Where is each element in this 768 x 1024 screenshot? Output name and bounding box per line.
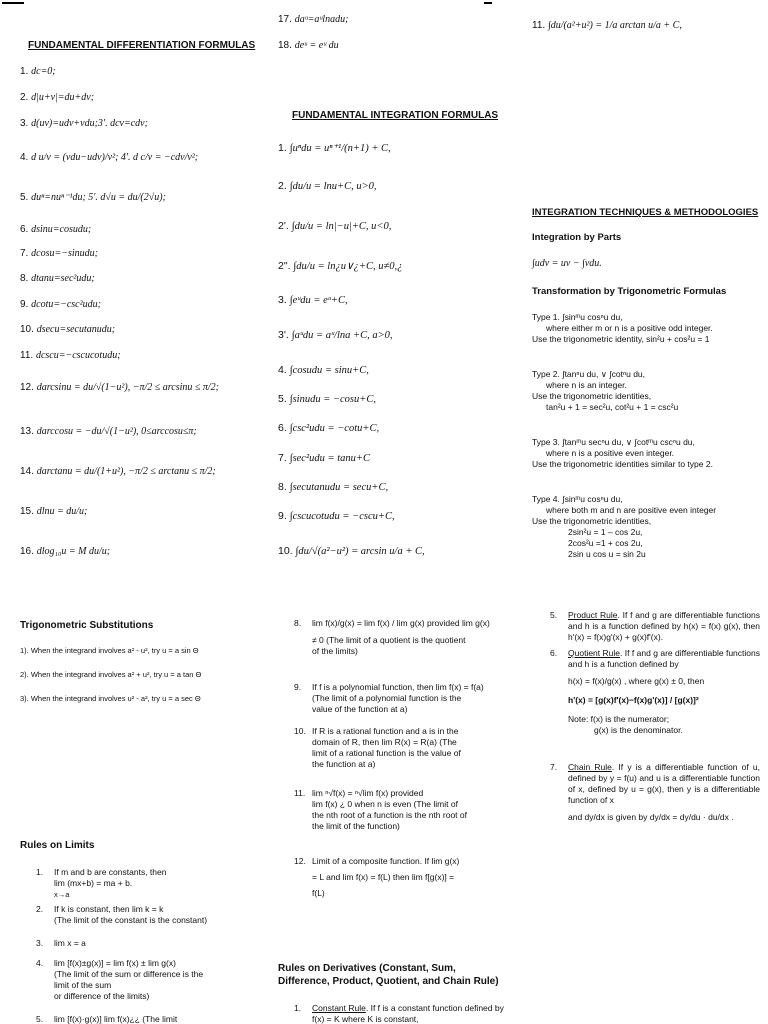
limit-rule: 10. If R is a rational function and a is in the domain of R, then lim R(x) = R(a) (The limit of a rational function is the value of the function at a) [294, 726, 461, 769]
diff-formula: 14. darctanu = du/(1+u²), −π/2 ≤ arctanu ≤ π/2; [20, 466, 216, 477]
integration-formula: 6. ∫csc²udu = −cotu+C, [278, 422, 380, 434]
integration-heading: FUNDAMENTAL INTEGRATION FORMULAS [292, 110, 499, 121]
differentiation-heading: FUNDAMENTAL DIFFERENTIATION FORMULAS [28, 40, 256, 51]
limit-rule: 8. lim f(x)/g(x) = lim f(x) / lim g(x) provided lim g(x) ≠ 0 (The limit of a quotient is the quotient of the limits) [294, 618, 490, 656]
derivative-rule: 7. Chain Rule. If y is a differentiable function of u, defined by y = f(u) and u is a differentiable function of x, defined by u = g(x), then y is a differentiable function of x and dy/dx is given by dy/dx = dy/du · du/dx . [550, 762, 760, 822]
limit-rule: 9. If f is a polynomial function, then lim f(x) = f(a) (The limit of a polynomial function is the value of the function at a) [294, 682, 484, 714]
diff-formula: 13. darccosu = −du/√(1−u²), 0≤arccosu≤π; [20, 426, 197, 437]
integration-type: Type 2. ∫tanⁿu du, ∨ ∫cotⁿu du, where n is an integer. Use the trigonometric identities, tan²u + 1 = sec²u, cot²u + 1 = csc²u [532, 369, 679, 412]
integration-formula: 8. ∫secutanudu = secu+C, [278, 481, 389, 493]
transformation-heading: Transformation by Trigonometric Formulas [532, 286, 727, 297]
integration-formula: 3'. ∫aᵘdu = aᵘ/lna +C, a>0, [278, 329, 393, 341]
integration-type: Type 3. ∫tanᵐu secⁿu du, ∨ ∫cotᵐu cscⁿu du, where n is a positive even integer. Use the trigonometric identities similar to type 2. [532, 437, 713, 469]
integration-formula: 1. ∫uⁿdu = uⁿ⁺¹/(n+1) + C, [278, 142, 391, 154]
diff-formula: 6. dsinu=cosudu; [20, 224, 92, 235]
derivative-rule: 5. Product Rule. If f and g are differentiable functions and h is a function defined by h(x) = f(x) g(x), then h'(x) = f(x)g'(x) + g(x)f'(x). [550, 610, 760, 642]
diff-formula: 2. d|u+v|=du+dv; [20, 92, 95, 103]
integration-formula: 3. ∫eᵘdu = eᵘ+C, [278, 294, 348, 306]
diff-formula: 7. dcosu=−sinudu; [20, 248, 98, 259]
limit-rule: 5. lim [f(x)·g(x)] lim f(x)¿¿ (The limit [36, 1014, 178, 1024]
diff-formula: 1. dc=0; [20, 66, 56, 77]
diff-formula: 16. dlog₁₀u = M du/u; [20, 546, 111, 557]
diff-formula: 17. daᵘ=aᵘlnadu; [278, 14, 349, 25]
diff-formula: 11. dcscu=−cscucotudu; [20, 350, 121, 361]
diff-formula: 9. dcotu=−csc²udu; [20, 299, 101, 310]
limit-rule: 12. Limit of a composite function. If lim g(x) = L and lim f(x) = f(L) then lim f[g(x)] = f(L) [294, 856, 460, 898]
trig-substitution: 1). When the integrand involves a² - u², try u = a sin Θ [20, 646, 199, 655]
derivative-rule: 1. Constant Rule. If f is a constant function defined by f(x) = K where K is constant, [294, 1003, 504, 1024]
integration-formula: 11. ∫du/(a²+u²) = 1/a arctan u/a + C, [532, 20, 682, 31]
top-rule-left [2, 2, 24, 4]
rules-on-derivatives-heading: Rules on Derivatives (Constant, Sum, Difference, Product, Quotient, and Chain Rule) [278, 963, 499, 987]
diff-formula: 4. d u/v = (vdu−udv)/v²; 4'. d c/v = −cdv/v²; [20, 152, 199, 163]
limit-rule: 3. lim x = a [36, 938, 86, 948]
diff-formula: 8. dtanu=sec²udu; [20, 273, 95, 284]
integration-formula: 9. ∫cscucotudu = −cscu+C, [278, 510, 395, 522]
derivative-rule: 6. Quotient Rule. If f and g are differentiable functions and h is a function defined by h(x) = f(x)/g(x) , where g(x) ± 0, then h'(x) = [g(x)f'(x)−f(x)g'(x)] / [g(x)]² Note: f(x) is the numerator; g(x) is the denominator. [550, 648, 760, 735]
integration-formula: 2". ∫du/u = ln¿u∨¿+C, u≠0,¿ [278, 260, 403, 272]
integration-by-parts-formula: ∫udv = uv − ∫vdu. [532, 258, 602, 269]
diff-formula: 5. duⁿ=nuⁿ⁻¹du; 5'. d√u = du/(2√u); [20, 192, 166, 203]
trig-substitutions-heading: Trigonometric Substitutions [20, 620, 154, 631]
integration-by-parts-heading: Integration by Parts [532, 232, 622, 243]
rules-on-limits-heading: Rules on Limits [20, 840, 95, 851]
diff-formula: 15. dlnu = du/u; [20, 506, 88, 517]
trig-substitution: 3). When the integrand involves u² - a², try u = a sec Θ [20, 694, 201, 703]
integration-type: Type 4. ∫sinᵐu cosⁿu du, where both m and n are positive even integer Use the trigonometric identities, 2sin²u = 1 – cos 2u, 2cos²u =1 + cos 2u, 2sin u cos u = sin 2u [532, 494, 717, 559]
integration-techniques-heading: INTEGRATION TECHNIQUES & METHODOLOGIES [532, 207, 759, 218]
diff-formula: 18. deᵘ = eᵘ du [278, 40, 339, 51]
integration-type: Type 1. ∫sinᵐu cosⁿu du, where either m or n is a positive odd integer. Use the trigonometric identity, sin²u + cos²u = 1 [532, 312, 713, 344]
integration-formula: 5. ∫sinudu = −cosu+C, [278, 393, 376, 405]
limit-rule: 1. If m and b are constants, then lim (mx+b) = ma + b. x→a [36, 867, 167, 899]
limit-rule: 11. lim ⁿ√f(x) = ⁿ√lim f(x) provided lim f(x) ¿ 0 when n is even (The limit of the nth root of a function is the nth root of the limit of the function) [294, 788, 467, 831]
integration-formula: 7. ∫sec²udu = tanu+C [278, 452, 370, 464]
integration-formula: 2. ∫du/u = lnu+C, u>0, [278, 180, 377, 192]
limit-rule: 2. If k is constant, then lim k = k (The limit of the constant is the constant) [36, 904, 208, 925]
integration-formula: 10. ∫du/√(a²−u²) = arcsin u/a + C, [278, 545, 425, 557]
top-rule-mid [484, 2, 492, 4]
limit-rule: 4. lim [f(x)±g(x)] = lim f(x) ± lim g(x) (The limit of the sum or difference is the limit of the sum or difference of the limits) [36, 958, 204, 1001]
diff-formula: 12. darcsinu = du/√(1−u²), −π/2 ≤ arcsinu ≤ π/2; [20, 382, 219, 393]
diff-formula: 3. d(uv)=udv+vdu;3'. dcv=cdv; [20, 118, 148, 129]
integration-formula: 4. ∫cosudu = sinu+C, [278, 364, 369, 376]
diff-formula: 10. dsecu=secutanudu; [20, 324, 116, 335]
integration-formula: 2'. ∫du/u = ln|−u|+C, u<0, [278, 220, 392, 232]
trig-substitution: 2). When the integrand involves a² + u², try u = a tan Θ [20, 670, 202, 679]
